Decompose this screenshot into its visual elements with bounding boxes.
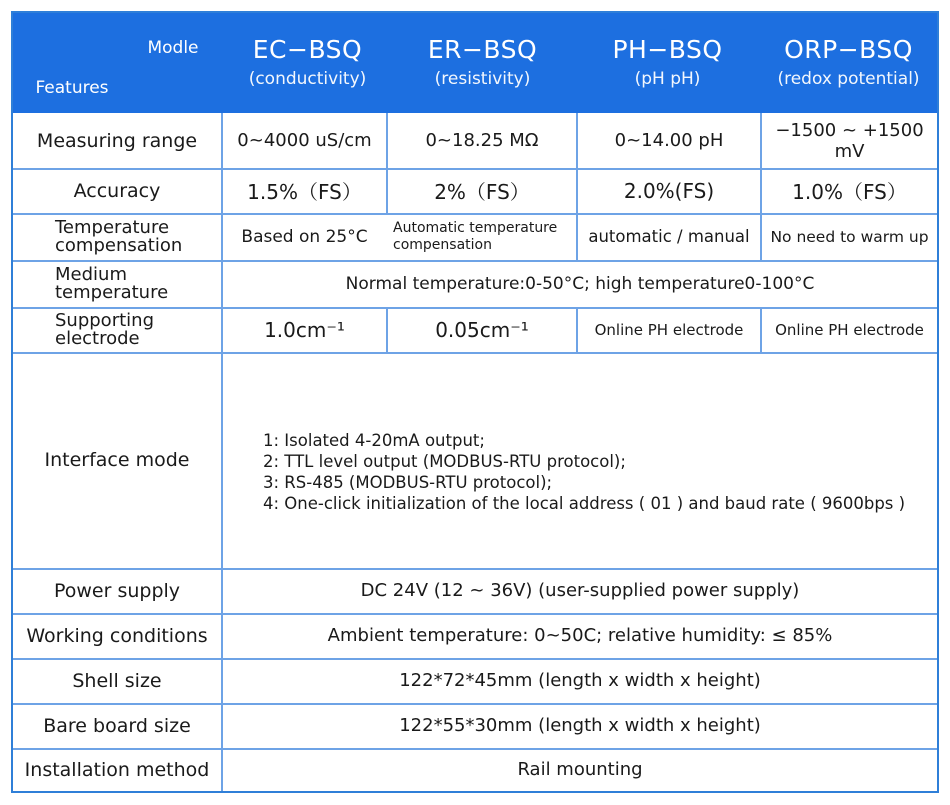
header-modle-label: Modle <box>147 38 199 58</box>
row-label-accuracy: Accuracy <box>73 179 161 202</box>
model-desc: (redox potential) <box>777 69 920 89</box>
electrode-ec: 1.0cm⁻¹ <box>264 317 345 342</box>
row-label-installation-method: Installation method <box>24 758 210 781</box>
shell-size-value: 122*72*45mm (length x width x height) <box>399 670 761 691</box>
power-supply-value: DC 24V (12 ~ 36V) (user-supplied power supply) <box>360 580 800 601</box>
interface-mode-item: 1: Isolated 4-20mA output; <box>263 431 485 450</box>
bare-board-size-value: 122*55*30mm (length x width x height) <box>399 715 761 736</box>
measuring-range-ec: 0~4000 uS/cm <box>237 130 372 151</box>
working-conditions-value: Ambient temperature: 0~50C; relative humidity: ≤ 85% <box>327 625 833 646</box>
electrode-orp: Online PH electrode <box>775 320 924 339</box>
model-name: ER−BSQ <box>427 35 538 64</box>
electrode-ph: Online PH electrode <box>594 320 744 339</box>
temp-comp-ph: automatic / manual <box>588 227 750 246</box>
row-label-bare-board-size: Bare board size <box>43 714 191 737</box>
accuracy-er: 2%（FS） <box>434 180 530 204</box>
row-label-measuring-range: Measuring range <box>36 129 198 152</box>
measuring-range-er: 0~18.25 MΩ <box>425 130 539 151</box>
temp-comp-orp: No need to warm up <box>770 227 929 246</box>
temp-comp-ec: Based on 25°C <box>241 226 368 247</box>
header-col-er <box>390 23 575 103</box>
label-line: temperature <box>55 281 169 303</box>
model-name: EC−BSQ <box>252 35 363 64</box>
row-label-power-supply: Power supply <box>53 579 181 602</box>
electrode-er: 0.05cm⁻¹ <box>435 317 529 342</box>
label-line: Temperature <box>55 216 170 238</box>
model-desc: (resistivity) <box>434 69 531 89</box>
row-label-working-conditions: Working conditions <box>26 624 208 647</box>
accuracy-ec: 1.5%（FS） <box>247 180 362 204</box>
medium-temperature-value: Normal temperature:0-50°C; high temperature0-100°C <box>345 273 815 294</box>
accuracy-orp: 1.0%（FS） <box>792 180 907 204</box>
header-features-label: Features <box>35 78 109 98</box>
row-label-shell-size: Shell size <box>72 669 162 692</box>
row-label-temp-compensation <box>13 213 221 260</box>
header-col-orp <box>760 23 937 103</box>
label-line: Supporting <box>55 309 154 331</box>
label-line: Medium <box>55 263 127 285</box>
interface-mode-item: 4: One-click initialization of the local address ( 01 ) and baud rate ( 9600bps ) <box>263 494 906 513</box>
label-line: electrode <box>55 327 140 349</box>
row-label-interface-mode: Interface mode <box>44 449 190 471</box>
measuring-range-orp: −1500 ~ +1500 mV <box>775 119 924 162</box>
spec-table <box>11 11 939 793</box>
row-label-medium-temperature <box>13 260 221 307</box>
row-label-supporting-electrode <box>13 307 221 352</box>
temp-comp-er: Automatic temperature compensation <box>393 219 558 253</box>
interface-mode-item: 3: RS-485 (MODBUS-RTU protocol); <box>263 473 553 492</box>
installation-method-value: Rail mounting <box>517 759 643 780</box>
accuracy-ph: 2.0%(FS) <box>623 178 715 203</box>
table-header <box>13 13 937 113</box>
model-name: PH−BSQ <box>612 35 723 64</box>
interface-mode-item: 2: TTL level output (MODBUS-RTU protocol); <box>263 452 626 471</box>
model-desc: (conductivity) <box>248 69 367 89</box>
header-col-ph <box>575 23 760 103</box>
header-col-ec <box>225 23 390 103</box>
model-name: ORP−BSQ <box>784 35 913 64</box>
measuring-range-ph: 0~14.00 pH <box>614 130 724 151</box>
model-desc: (pH pH) <box>634 69 701 89</box>
label-line: compensation <box>55 234 183 256</box>
interface-mode-list <box>263 430 905 514</box>
